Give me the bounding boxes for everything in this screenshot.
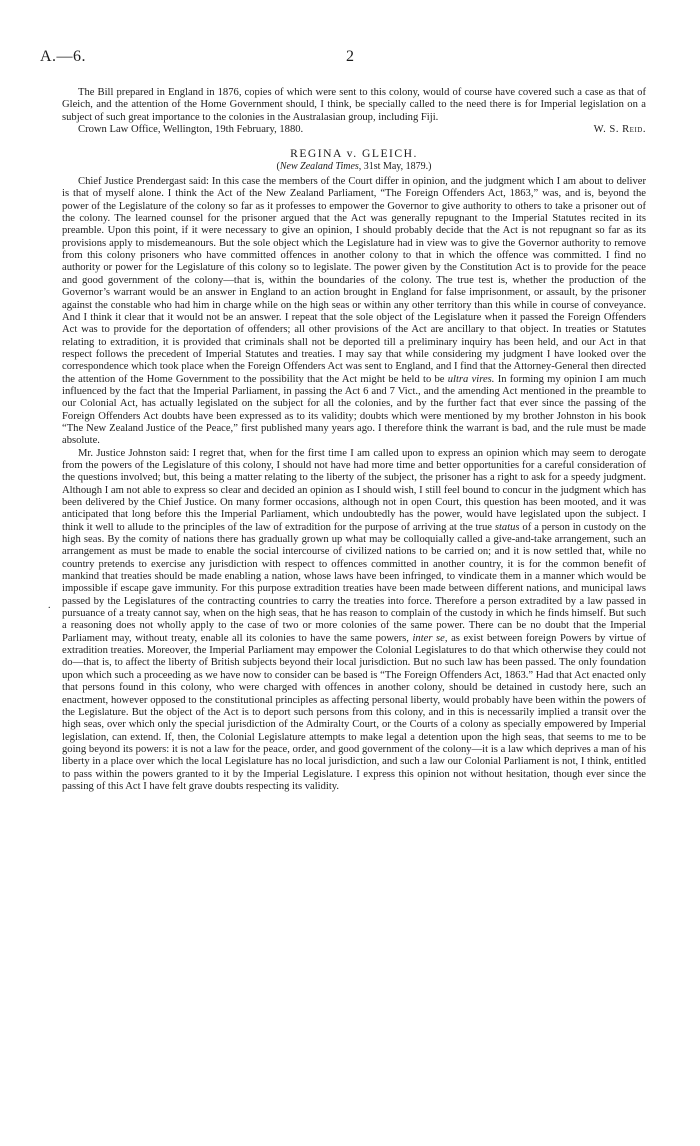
signature-line [62, 124, 646, 136]
page-header [40, 48, 660, 70]
source-date: 31st May, 1879.) [361, 160, 432, 172]
page-number: 2 [346, 48, 354, 65]
judgment-italic: status [494, 521, 520, 533]
judgment-text-end: as exist between foreign Powers by virtue of extradition treaties. Moreover, the Imperial Parliament may empower the Colonial Legislatures to do that which otherwise they could not do—that is, to affect the liberty of British subjects beyond their local jurisdiction. But no such law has been passed. The only foundation upon which such a proceeding as we have now to consider can be based is “The Foreign Offenders Act, 1863.” Had that Act enacted only that persons found in this colony, who were charged with offences in another colony, should be detained in custody here, such an enactment, however opposed to the constitutional principles as affecting personal liberty, would probably have been within the powers of the Legislature. But the object of the Act is to deport such persons from this colony, and in this is necessarily implied a transit over the high seas, over which only the special jurisdiction of the Admiralty Court, or the Courts of a colony as specially empowered by Imperial legislation, can extend. If, then, the Colonial Legislature attempts to make legal a detention upon the high seas, that seems to me to be going beyond its powers: it is not a law for the peace, order, and good government of the colony—it is a law which deprives a man of his liberty in a place over which the local Legislature has no local jurisdiction, and such a law our Colonial Parliament is not, I think, entitled to pass within the powers granted to it by the Imperial Legislature. I express this opinion not without hesitation, though ever since the passing of this Act I have felt grave doubts respecting its validity. [62, 632, 646, 792]
paper-reference: A.—6. [40, 48, 87, 65]
judgment-justice-johnston [62, 448, 646, 794]
judgment-text: Mr. Justice Johnston said: I regret that, when for the first time I am called upon to express an opinion which may seem to derogate from the powers of the Legislature of this colony, I should not have had more time and better opportunities for a careful consideration of the questions involved; but, this being a matter relating to the liberty of the subject, the prisoner has a right to ask for a speedy judgment. Although I am not able to express so clear and decided an opinion as I should wish, I still feel bound to concur in the judgment which has been delivered by the Chief Justice. On many former occasions, although not in open Court, this question has been mooted, and it was anticipated that long before this the Imperial Parliament, which undoubtedly has the power, would have legislated upon the subject. I think it well to allude to the principles of the law of extradition for the purpose of arriving at the true [62, 447, 646, 533]
source-newspaper: New Zealand Times, [279, 160, 362, 172]
judgment-italic: ultra vires. [447, 373, 495, 385]
judgment-italic: inter se, [412, 632, 448, 644]
document-body [62, 87, 646, 793]
judgment-text: of a person in custody on the high seas. By the comity of nations there has gradually grown up what may be colloquially called a give-and-take arrangement, such an arrangement as must be made to enable the social intercourse of civilized nations to be carried on; and it is now settled that, while no country pretends to exercise any jurisdiction with respect to offences committed in another country, it is for the common benefit of mankind that treaties should be made enabling a nation, whose laws have been infringed, to vindicate them in a manner which would be impossible if escape gave immunity. For this purpose extradition treaties have been made between different nations, and municipal laws passed by the Legislatures of the contracting countries to carry the treaties into force. Therefore a person extradited by a law passed in pursuance of a treaty cannot say, when on the high seas, that he has reason to complain of the custody in which he finds himself. But such a reasoning does not wholly apply to the case of two or more colonies of the same power. There can be no doubt that the Imperial Parliament may, without treaty, enable all its colonies to have the same powers, [62, 521, 646, 644]
case-title: REGINA v. GLEICH. [290, 147, 418, 161]
case-source [62, 161, 646, 173]
judgment-text-end: In forming my opinion I am much influenced by the fact that the Imperial Parliament, in passing the Act 6 and 7 Vict., and the amending Act mentioned in the preamble to our Colonial Act, has actually legislated on the subject for all the colonies, and by the further fact that ever since the passing of the Foreign Offenders Act doubts have been expressed as to its validity; doubts which were mentioned by my brother Johnston in his book “The New Zealand Justice of the Peace,” first published many years ago. I therefore think the warrant is bad, and the rule must be made absolute. [62, 373, 646, 447]
intro-paragraph: The Bill prepared in England in 1876, copies of which were sent to this colony, would of course have covered such a case as that of Gleich, and the attention of the Home Government should, I think, be specially called to the need there is for Imperial legislation on a subject of such great importance to the colonies in the Australasian group, including Fiji. [62, 87, 646, 123]
place-date: Crown Law Office, Wellington, 19th February, 1880. [78, 124, 304, 136]
margin-mark: . [48, 600, 51, 611]
judgment-chief-justice [62, 176, 646, 448]
judgment-text: Chief Justice Prendergast said: In this case the members of the Court differ in opinion, and the judgment which I am about to deliver is that of myself alone. I think the Act of the New Zealand Parliament, “The Foreign Offenders Act, 1863,” was, and is, beyond the power of the Legislature of the colony so far as it professes to empower the Governor to give authority to others to take a prisoner out of the colony. The learned counsel for the prisoner argued that the Act was generally repugnant to the Imperial Statutes recited in its preamble. Upon this point, if it were necessary to give an opinion, I should probably decide that the Act is not repugnant so far as its provisions apply to misdemeanours. But the sole object which the Legislature had in view was to give the Governor authority to remove from this colony prisoners who have committed offences in another colony to that in which the offence was committed. I find no authority or power for the Legislature of this colony so to legislate. The power given by the Constitution Act is to provide for the peace and good government of the colony—that is, within the boundaries of the colony. The true test is, whether the production of the Governor’s warrant would be an answer in England to an action brought in England for false imprisonment, or assault, by the prisoner against the constable who had him in charge while on the high seas or within any other territory than this while in course of conveyance. And I think it clear that it would not be an answer. I repeat that the sole object of the Legislature when it passed the Foreign Offenders Act was to provide for the deportation of offenders; all other provisions of the Act are ancillary to that object. In treaties or Statutes relating to extradition, it is provided that criminals shall not be deported till a preliminary inquiry has been held, and our Act in that respect follows the precedent of Imperial Statutes and treaties. I may say that while considering my judgment I have looked over the correspondence which took place when the Foreign Offenders Act was sent to England, and I find that the Attorney-General then directed the attention of the Home Government to the possibility that the Act might be held to be [62, 176, 646, 385]
source-open: ( [276, 160, 280, 172]
signature: W. S. Reid. [593, 124, 646, 136]
